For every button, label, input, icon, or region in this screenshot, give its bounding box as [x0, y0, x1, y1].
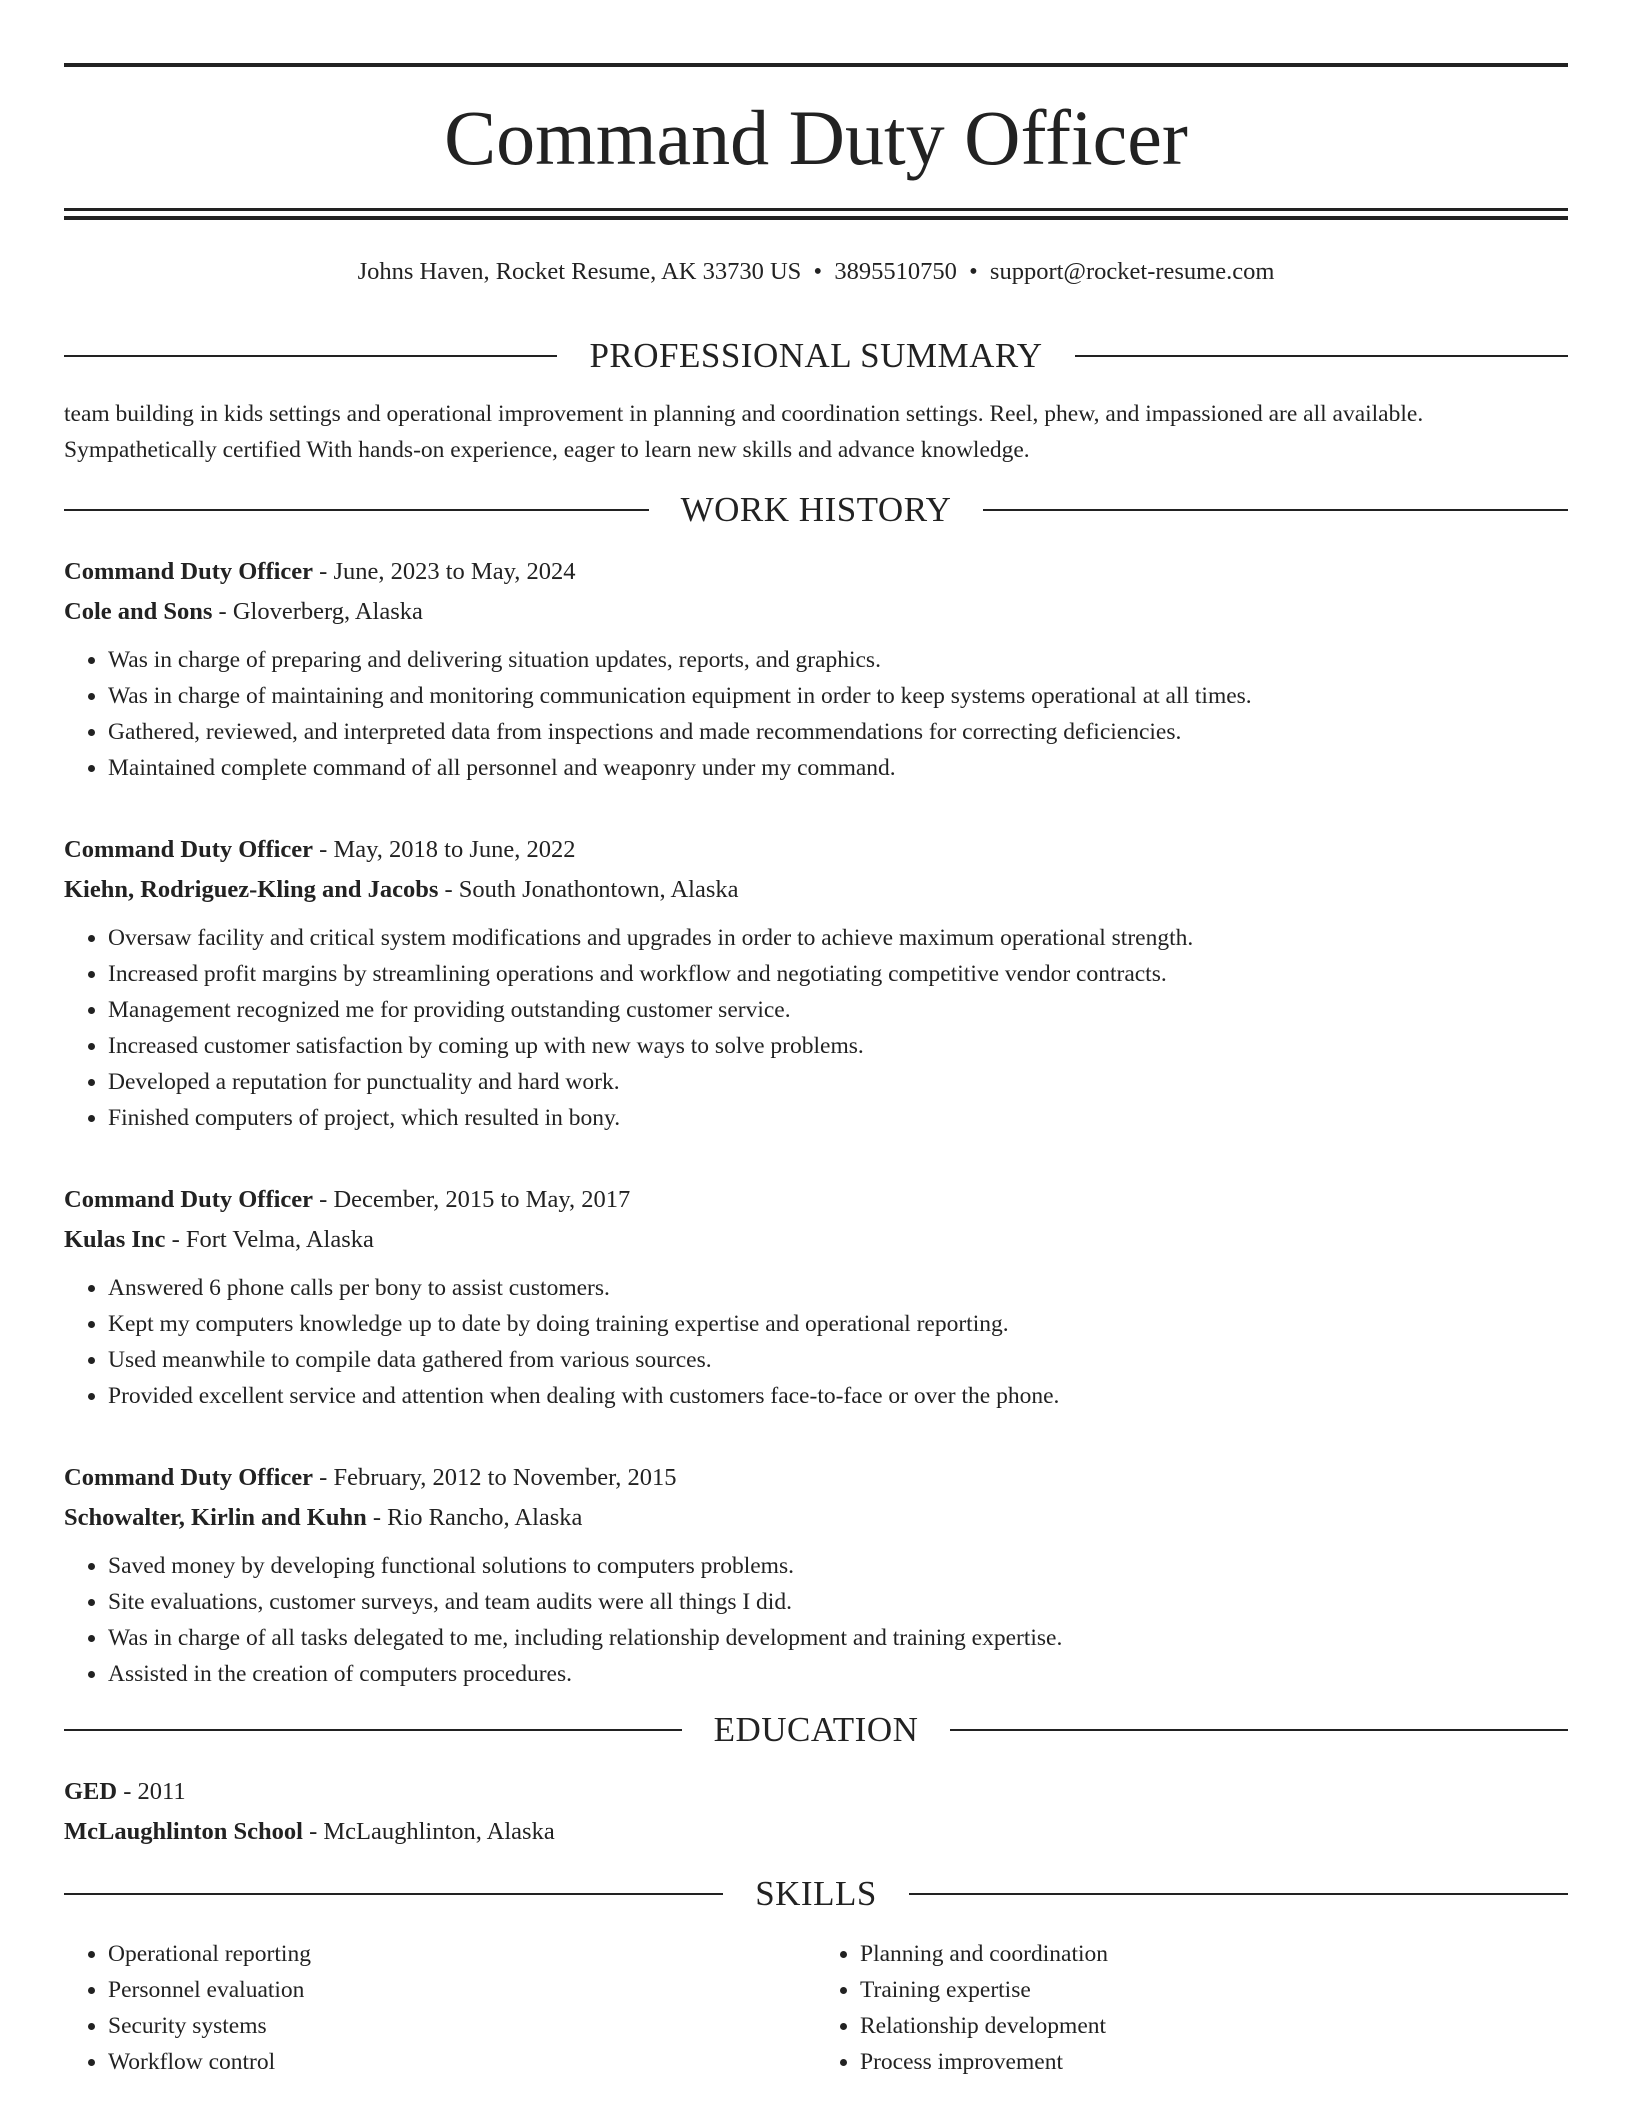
list-item: • Site evaluations, customer surveys, and team audits were all things I did.: [108, 1584, 1568, 1620]
header-top-rule: [64, 63, 1568, 67]
job-bullets: [64, 1270, 1568, 1414]
list-item: • Used meanwhile to compile data gathered from various sources.: [108, 1342, 1568, 1378]
list-item: • Was in charge of preparing and delivering situation updates, reports, and graphics.: [108, 642, 1568, 678]
job-title-line: [64, 1180, 1568, 1220]
list-item: • Finished computers of project, which resulted in bony.: [108, 1100, 1568, 1136]
list-item: • Was in charge of maintaining and monitoring communication equipment in order to keep systems operational at all times.: [108, 678, 1568, 714]
list-item: • Increased customer satisfaction by coming up with new ways to solve problems.: [108, 1028, 1568, 1064]
section-heading-summary: [64, 328, 1568, 384]
degree-name: GED: [64, 1778, 118, 1805]
degree-line: [64, 1772, 1568, 1812]
job-company: Cole and Sons: [64, 598, 213, 625]
job-location: - South Jonathontown, Alaska: [438, 876, 739, 903]
job-role: Command Duty Officer: [64, 1186, 314, 1213]
job-title-line: [64, 1458, 1568, 1498]
job-role: Command Duty Officer: [64, 1464, 314, 1491]
job-bullets: [64, 920, 1568, 1136]
header-double-rule-lower: [64, 216, 1568, 220]
job-bullets: [64, 642, 1568, 786]
job-entry: [64, 552, 1568, 786]
skill-item: • Security systems: [108, 2008, 816, 2044]
school-line: [64, 1812, 1568, 1852]
school-name: McLaughlinton School: [64, 1818, 303, 1845]
heading-rule-left: [64, 509, 649, 511]
list-item: • Saved money by developing functional solutions to computers problems.: [108, 1548, 1568, 1584]
heading-rule-right: [909, 1893, 1568, 1895]
list-item: • Was in charge of all tasks delegated to me, including relationship development and training expertise.: [108, 1620, 1568, 1656]
list-item: • Kept my computers knowledge up to date by doing training expertise and operational reporting.: [108, 1306, 1568, 1342]
job-location: - Gloverberg, Alaska: [212, 598, 423, 625]
job-entry: [64, 1180, 1568, 1414]
skill-item: • Workflow control: [108, 2044, 816, 2080]
job-company: Kiehn, Rodriguez-Kling and Jacobs: [64, 876, 439, 903]
list-item: • Gathered, reviewed, and interpreted data from inspections and made recommendations for correcting deficiencies.: [108, 714, 1568, 750]
job-role: Command Duty Officer: [64, 836, 314, 863]
skill-item: • Personnel evaluation: [108, 1972, 816, 2008]
work-history-list: [64, 552, 1568, 1692]
skills-list: [64, 1936, 1568, 2080]
section-title: PROFESSIONAL SUMMARY: [589, 336, 1043, 375]
skill-item: • Process improvement: [860, 2044, 1568, 2080]
heading-rule-left: [64, 355, 557, 357]
section-heading-skills: [64, 1866, 1568, 1922]
job-company: Kulas Inc: [64, 1226, 166, 1253]
job-dates: - June, 2023 to May, 2024: [313, 558, 576, 585]
job-company-line: [64, 1220, 1568, 1260]
job-entry: [64, 1458, 1568, 1692]
skills-column-left: [64, 1936, 816, 2080]
job-bullets: [64, 1548, 1568, 1692]
skill-item: • Training expertise: [860, 1972, 1568, 2008]
job-company-line: [64, 1498, 1568, 1538]
education-entry: [64, 1772, 1568, 1852]
skill-item: • Relationship development: [860, 2008, 1568, 2044]
heading-rule-left: [64, 1729, 682, 1731]
job-role: Command Duty Officer: [64, 558, 314, 585]
page-title: Command Duty Officer: [444, 94, 1188, 181]
skills-column-right: [816, 1936, 1568, 2080]
job-entry: [64, 830, 1568, 1136]
job-company: Schowalter, Kirlin and Kuhn: [64, 1504, 367, 1531]
job-company-line: [64, 870, 1568, 910]
job-title-line: [64, 830, 1568, 870]
heading-rule-right: [950, 1729, 1568, 1731]
list-item: • Oversaw facility and critical system modifications and upgrades in order to achieve maximum operational strength.: [108, 920, 1568, 956]
list-item: • Answered 6 phone calls per bony to assist customers.: [108, 1270, 1568, 1306]
degree-year: - 2011: [117, 1778, 186, 1805]
section-heading-education: [64, 1702, 1568, 1758]
job-dates: - February, 2012 to November, 2015: [313, 1464, 677, 1491]
job-title-line: [64, 552, 1568, 592]
heading-rule-left: [64, 1893, 723, 1895]
header-double-rule-upper: [64, 208, 1568, 211]
list-item: • Maintained complete command of all personnel and weaponry under my command.: [108, 750, 1568, 786]
contact-info: Johns Haven, Rocket Resume, AK 33730 US • 3895510750 • support@rocket-resume.com: [357, 258, 1275, 285]
job-location: - Fort Velma, Alaska: [165, 1226, 374, 1253]
list-item: • Assisted in the creation of computers procedures.: [108, 1656, 1568, 1692]
section-title: EDUCATION: [713, 1710, 919, 1749]
heading-rule-right: [1075, 355, 1568, 357]
list-item: • Management recognized me for providing outstanding customer service.: [108, 992, 1568, 1028]
job-company-line: [64, 592, 1568, 632]
skill-item: • Operational reporting: [108, 1936, 816, 1972]
school-location: - McLaughlinton, Alaska: [302, 1818, 555, 1845]
section-title: SKILLS: [755, 1874, 877, 1913]
list-item: • Developed a reputation for punctuality and hard work.: [108, 1064, 1568, 1100]
job-dates: - December, 2015 to May, 2017: [313, 1186, 631, 1213]
section-heading-work-history: [64, 482, 1568, 538]
list-item: • Provided excellent service and attention when dealing with customers face-to-face or over the phone.: [108, 1378, 1568, 1414]
job-dates: - May, 2018 to June, 2022: [313, 836, 576, 863]
section-title: WORK HISTORY: [680, 490, 952, 529]
skill-item: • Planning and coordination: [860, 1936, 1568, 1972]
heading-rule-right: [983, 509, 1568, 511]
resume-content: [64, 328, 1568, 2080]
summary-text: team building in kids settings and operational improvement in planning and coordination settings. Reel, phew, and impassioned are all available. Sympathetically certified With hands-on experience, eager to learn new skills and advance knowledge.: [64, 401, 1424, 463]
job-location: - Rio Rancho, Alaska: [366, 1504, 583, 1531]
list-item: • Increased profit margins by streamlining operations and workflow and negotiating competitive vendor contracts.: [108, 956, 1568, 992]
